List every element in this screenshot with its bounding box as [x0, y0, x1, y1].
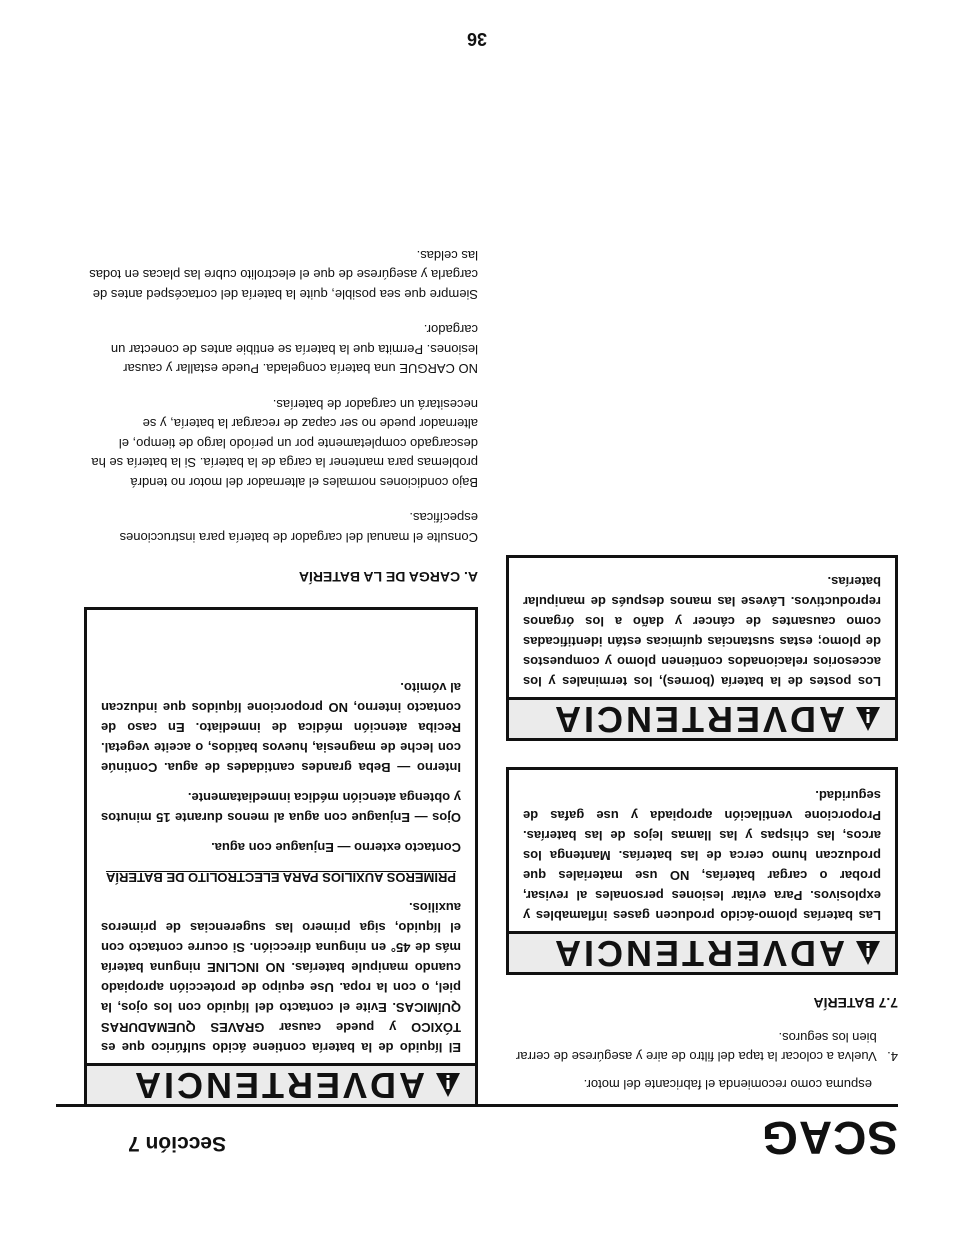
first-aid-internal: Interno — Beba grandes cantidades de agua. Continúe con leche de magnesia, huevos batidos, o aceite vegetal. Reciba atención médica de inmediato. En caso de contacto interno, NO proporcione líquidos que induzcan al vómito. — [101, 680, 461, 775]
warning-header — [87, 1063, 475, 1104]
step-number: 4. — [887, 1049, 898, 1065]
page-number: 36 — [466, 29, 488, 49]
warning-text — [87, 669, 475, 1063]
step-text: Vuelva a colocar la tapa del filtro de aire y asegúrese de cerrar bien los seguros. — [515, 1030, 877, 1065]
warning-title: ADVERTENCIA — [551, 699, 845, 741]
warning-triangle-icon — [435, 1072, 461, 1098]
warning-text — [509, 564, 895, 698]
first-aid-eyes: Ojos — Enjuague con agua al menos durante 15 minutos y obtenga atención médica inmediatamente. — [101, 790, 461, 825]
warning-box-acid — [84, 607, 478, 1107]
warning-paragraph: El líquido de la batería contiene ácido sulfúrico que es TÓXICO y puede causar GRAVES QUEMADURAS QUÍMICAS. Evite el contacto del líquido con los ojos, la piel, o con la ropa. Use equipo de protección apropiado cuando manipule baterías. NO INCLINE ninguna batería más de 45° en ninguna dirección. Si ocurre contacto con el líquido, siga primero las sugerencias de primeros auxilios. — [101, 900, 461, 1055]
warning-box-gases — [506, 768, 898, 976]
manual-paragraph: Consulte el manual del cargador de batería para instrucciones específicas. — [119, 510, 478, 545]
warning-triangle-icon — [855, 941, 881, 967]
charge-heading: A. CARGA DE LA BATERÍA — [298, 569, 478, 585]
battery-heading: 7.7 BATERÍA — [813, 995, 898, 1012]
warning-paragraph: Las baterías plomo-ácido producen gases inflamables y explosivos. Para evitar lesiones personales al revisar, probar o cargar baterías, NO use materiales que produzcan humo cerca de las baterías. Mantenga los arcos, las chispas y las llamas lejos de las baterías. Proporcione ventilación apropiada y use gafas de seguridad. — [523, 788, 881, 924]
right-column — [84, 246, 478, 1108]
warning-header — [509, 698, 895, 739]
corrosion-paragraph: Siempre que sea posible, quite la batería del cortacésped antes de cargarla y asegúrese de que el electrolito cubre las placas en todas las celdas. — [89, 248, 478, 302]
warning-box-lead — [506, 556, 898, 742]
left-column — [506, 556, 898, 1108]
step-4 — [506, 1028, 898, 1067]
section-title: Sección 7 — [128, 1132, 227, 1155]
filter-text: espuma como recomienda el fabricante del motor. — [583, 1077, 872, 1092]
warning-title: ADVERTENCIA — [131, 1065, 425, 1106]
scag-logo: SCAG — [761, 1112, 898, 1164]
warning-paragraph: Los postes de la batería (bornes), los terminales y los accesorios relacionados contienen plomo y compuestos de plomo; estas sustancias químicas están identificadas como causantes de cáncer y daño a los órganos reproductivos. Lávese las manos después de manipular baterías. — [523, 574, 881, 690]
warning-triangle-icon — [855, 707, 881, 733]
frozen-paragraph: NO CARGUE una batería congelada. Puede estallar y causar lesiones. Permita que la batería se entibie antes de conectar un cargador. — [110, 322, 478, 377]
first-aid-title: PRIMEROS AUXILIOS PARA ELECTROLITO DE BATERÍA — [105, 870, 457, 885]
first-aid-external: Contacto externo — Enjuague con agua. — [211, 840, 461, 855]
warning-header — [509, 932, 895, 973]
conditions-paragraph: Bajo condiciones normales el alternador del motor no tendrá problemas para mantener la carga de la batería. Si la batería se ha descargado completamente por un período largo de tiempo, el alternador puede no ser capaz de recargar la batería, y se necesitará un cargador de baterías. — [91, 397, 478, 490]
warning-title: ADVERTENCIA — [551, 933, 845, 975]
warning-text — [509, 778, 895, 932]
